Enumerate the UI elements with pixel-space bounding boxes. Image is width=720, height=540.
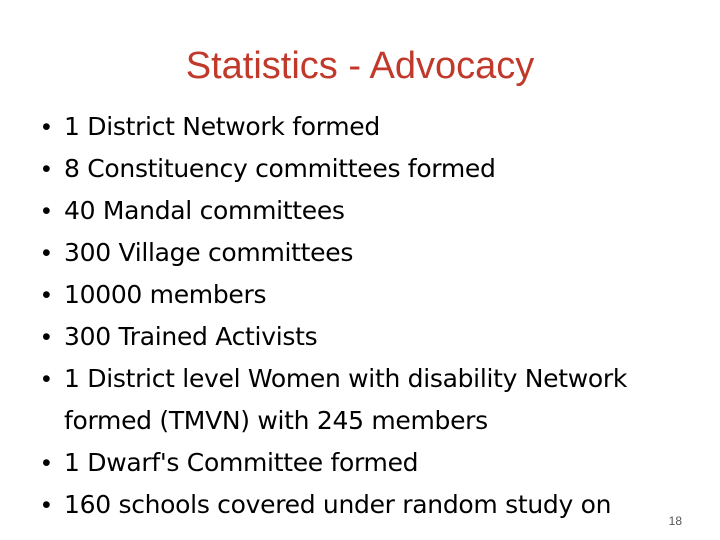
bullet-text: 1 District level Women with disability Network formed (TMVN) with 245 members — [64, 364, 628, 435]
bullet-text: 1 District Network formed — [64, 112, 380, 141]
bullet-text: 8 Constituency committees formed — [64, 154, 496, 183]
bullet-text: 1 Dwarf's Committee formed — [64, 448, 419, 477]
bullet-marker: • — [42, 323, 51, 351]
bullet-text: 300 Trained Activists — [64, 322, 318, 351]
bullet-marker: • — [42, 281, 51, 309]
page-number: 18 — [668, 514, 682, 528]
bullet-list — [42, 106, 692, 526]
bullet-item — [42, 190, 692, 232]
bullet-marker: • — [42, 239, 51, 267]
bullet-item — [42, 316, 692, 358]
bullet-item — [42, 148, 692, 190]
bullet-text: 300 Village committees — [64, 238, 354, 267]
bullet-marker: • — [42, 155, 51, 183]
bullet-text: 160 schools covered under random study on — [64, 490, 612, 519]
bullet-marker: • — [42, 365, 51, 393]
bullet-item — [42, 442, 692, 484]
bullet-item — [42, 106, 692, 148]
bullet-marker: • — [42, 449, 51, 477]
bullet-marker: • — [42, 197, 51, 225]
bullet-item — [42, 232, 692, 274]
slide-title: Statistics - Advocacy — [185, 45, 535, 87]
bullet-item — [42, 274, 692, 316]
bullet-item — [42, 358, 692, 442]
bullet-text: 10000 members — [64, 280, 267, 309]
bullet-text: 40 Mandal committees — [64, 196, 345, 225]
bullet-marker: • — [42, 113, 51, 141]
bullet-marker: • — [42, 491, 51, 519]
bullet-item — [42, 484, 692, 526]
